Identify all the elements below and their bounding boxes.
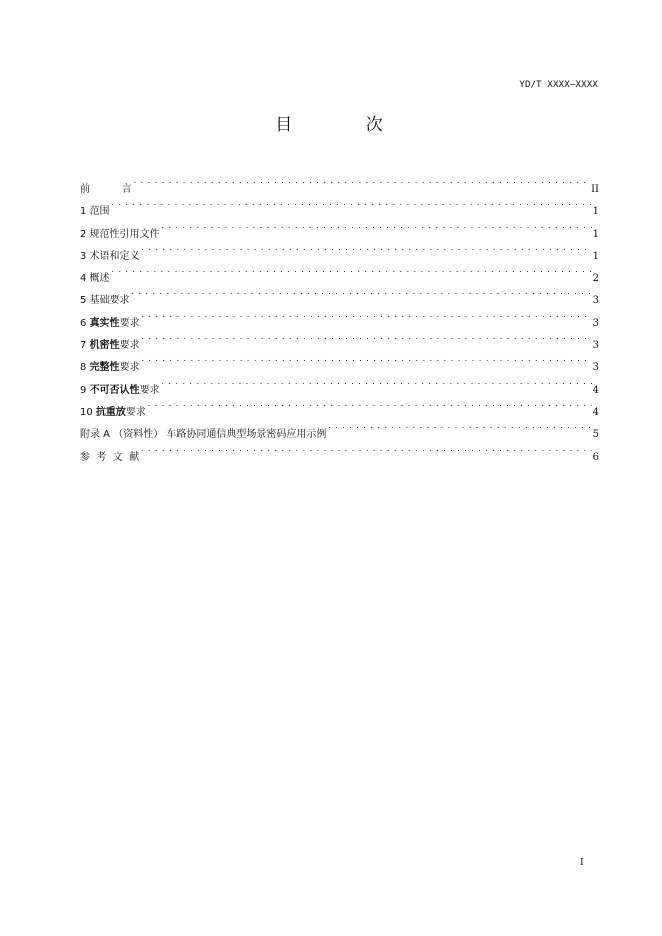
- leader-dots: [131, 281, 592, 303]
- toc-entry-page: 5: [592, 429, 599, 441]
- toc-entry-label-bold: 抗重放: [95, 406, 126, 418]
- toc-entry-label: 规范性引用文件: [86, 228, 160, 240]
- toc-entry-number: 4: [80, 273, 87, 285]
- toc-entry-label: 基础要求: [86, 295, 130, 307]
- toc-entry-appendix-a[interactable]: [80, 415, 599, 441]
- leader-dots: [141, 348, 592, 370]
- leader-dots: [111, 259, 592, 281]
- toc-entry-page: 2: [592, 273, 599, 285]
- toc-entry-label: 范围: [86, 206, 110, 218]
- toc-entry-number: 1: [80, 206, 87, 218]
- toc-entry-page: 3: [592, 317, 599, 329]
- toc-entry-1[interactable]: [80, 192, 599, 218]
- toc-entry-bibliography[interactable]: [80, 438, 599, 463]
- leader-dots: [111, 192, 592, 214]
- toc-entry-page: 3: [592, 340, 599, 352]
- toc-entry-3[interactable]: [80, 237, 599, 262]
- leader-dots: [141, 326, 592, 348]
- leader-dots: [140, 438, 592, 460]
- toc-entry-10[interactable]: [80, 393, 599, 418]
- toc-entry-number: 6: [80, 317, 87, 329]
- toc-entry-label-suffix: 要求: [119, 340, 140, 352]
- leader-dots: [161, 215, 592, 237]
- toc-entry-5[interactable]: [80, 281, 599, 307]
- leader-dots: [147, 393, 592, 415]
- page-number: I: [580, 858, 584, 868]
- toc-entry-page: 1: [592, 250, 599, 262]
- document-code: YD/T XXXX—XXXX: [519, 80, 598, 90]
- table-of-contents: [80, 170, 599, 463]
- toc-entry-label-suffix: 要求: [119, 317, 140, 329]
- toc-entry-6[interactable]: [80, 304, 599, 329]
- leader-dots: [161, 371, 592, 393]
- toc-entry-page: II: [591, 184, 599, 195]
- toc-entry-label-bold: 完整性: [89, 362, 120, 374]
- toc-entry-page: 4: [592, 384, 599, 396]
- page-title: 目 次: [275, 115, 417, 135]
- toc-entry-7[interactable]: [80, 326, 599, 352]
- toc-entry-label-bold: 机密性: [89, 340, 120, 352]
- toc-entry-8[interactable]: [80, 348, 599, 374]
- toc-entry-label-suffix: 要求: [119, 362, 140, 374]
- toc-entry-number: 7: [80, 340, 87, 352]
- leader-dots: [133, 170, 590, 192]
- toc-entry-number: 10: [80, 406, 93, 418]
- toc-entry-number: 9: [80, 384, 87, 396]
- toc-entry-number: 2: [80, 228, 87, 240]
- toc-entry-2[interactable]: [80, 215, 599, 240]
- toc-entry-page: 1: [592, 228, 599, 240]
- leader-dots: [141, 304, 592, 326]
- toc-entry-label: 术语和定义: [86, 250, 140, 262]
- toc-entry-number: 5: [80, 295, 87, 307]
- toc-entry-9[interactable]: [80, 371, 599, 396]
- toc-entry-4[interactable]: [80, 259, 599, 285]
- toc-entry-label: 前 言: [80, 184, 132, 195]
- toc-entry-label-suffix: 要求: [139, 384, 160, 396]
- leader-dots: [327, 415, 591, 437]
- toc-entry-label-suffix: 要求: [125, 406, 146, 418]
- toc-entry-number: 3: [80, 250, 87, 262]
- toc-entry-page: 4: [592, 406, 599, 418]
- toc-entry-label: 概述: [86, 273, 110, 285]
- toc-entry-label: 参 考 文 献: [80, 451, 140, 463]
- toc-entry-label-bold: 真实性: [89, 317, 120, 329]
- toc-entry-foreword[interactable]: [80, 170, 599, 195]
- toc-entry-page: 1: [592, 206, 599, 218]
- toc-entry-page: 3: [592, 295, 599, 307]
- toc-entry-page: 3: [592, 362, 599, 374]
- toc-entry-label: 附录 A （资料性） 车路协同通信典型场景密码应用示例: [80, 429, 327, 441]
- toc-entry-label-bold: 不可否认性: [89, 384, 140, 396]
- leader-dots: [141, 237, 592, 259]
- toc-entry-number: 8: [80, 362, 87, 374]
- toc-entry-page: 6: [592, 451, 599, 463]
